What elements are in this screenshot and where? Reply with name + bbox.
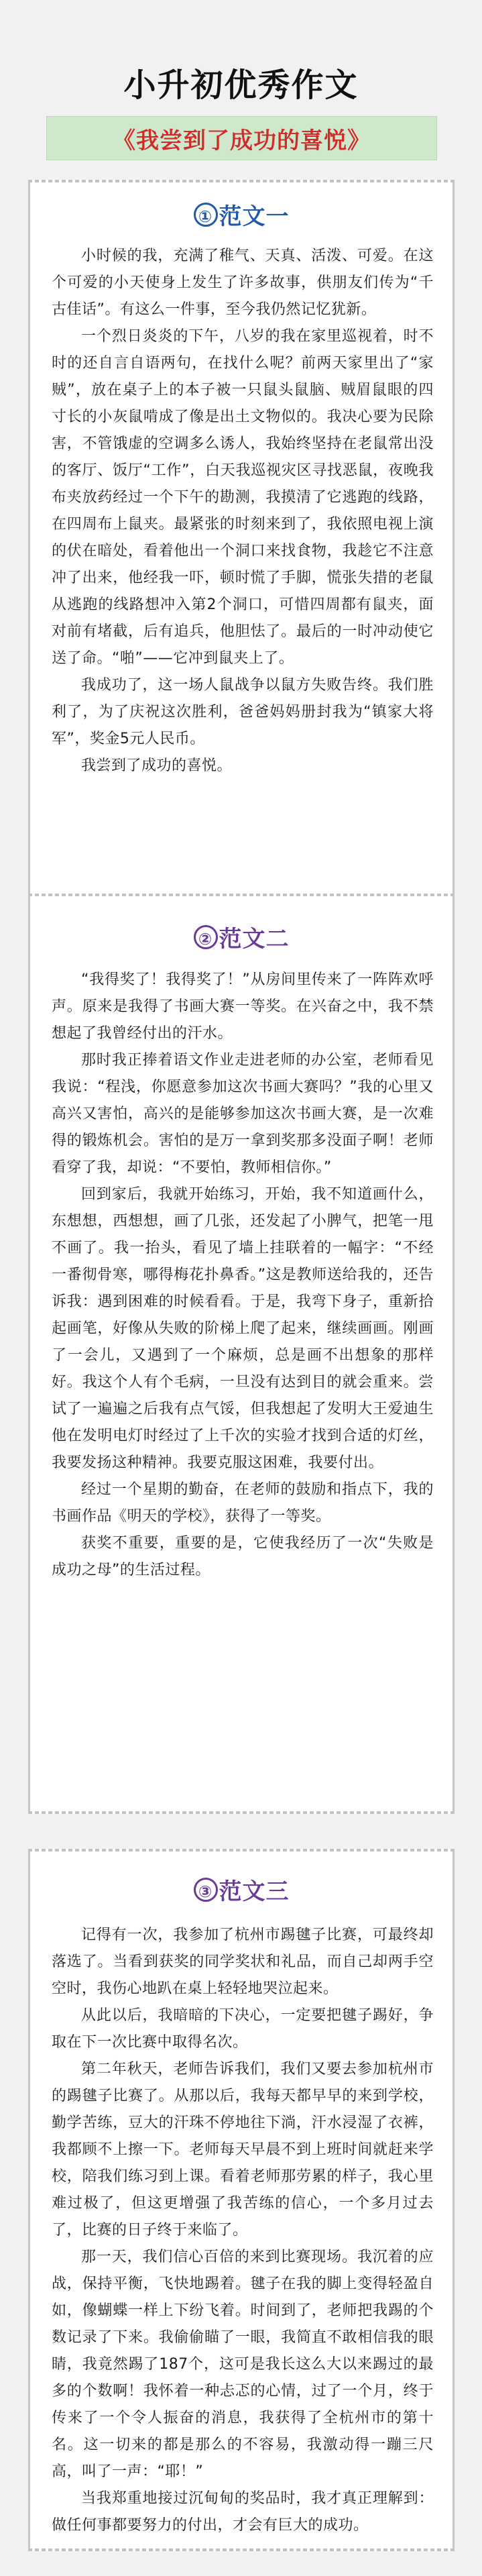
- paragraph: 当我郑重地接过沉甸甸的奖品时，我才真正理解到：做任何事都要努力的付出，才会有巨大的成功。: [52, 2490, 434, 2534]
- paragraph: 回到家后，我就开始练习，开始，我不知道画什么，东想想，西想想，画了几张，还发起了小脾气，把笔一甩不画了。我一抬头，看见了墙上挂联着的一幅字：“不经一番彻骨寒，哪得梅花扑鼻香。”这是教师送给我的，还告诉我：遇到困难的时候看看。于是，我弯下身子，重新拾起画笔，好像从失败的阶梯上爬了起来，继续画画。刚画了一会儿，又遇到了一个麻烦，总是画不出想象的那样好。我这个人有个毛病，一旦没有达到目的就会重来。尝试了一遍遍之后我有点气馁，但我想起了发明大王爱迪生他在发明电灯时经过了上千次的实验才找到合适的灯丝，我要发扬这种精神。我要克服这困难，我要付出。: [52, 1186, 434, 1471]
- essay-body: [30, 967, 453, 1584]
- section-heading-text: 范文三: [219, 1878, 290, 1905]
- paragraph: 我尝到了成功的喜悦。: [81, 757, 233, 774]
- section-number-badge: ②: [194, 925, 218, 949]
- paragraph: 一个烈日炎炎的下午，八岁的我在家里巡视着，时不时的还自言自语两句，在找什么呢？前两天家里出了“家贼”，放在桌子上的本子被一只鼠头鼠脑、贼眉鼠眼的四寸长的小灰鼠啃成了像是出土文物似的。我决心要为民除害，不管饿虚的空调多么诱人，我始终坚持在老鼠常出没的客厅、饭厅“工作”，白天我巡视灾区寻找恶鼠，夜晚我布夹放药经过一个下午的勘测，我摸清了它逃跑的线路，在四周布上鼠夹。最紧张的时刻来到了，我依照电视上演的伏在暗处，看着他出一个洞口来找食物，我趁它不注意冲了出来，他经我一吓，顿时慌了手脚，慌张失措的老鼠从逃跑的线路想冲入第2个洞口，可惜四周都有鼠夹，面对前有堵截，后有追兵，他胆怯了。最后的一时冲动使它送了命。“啪”——它冲到鼠夹上了。: [52, 328, 434, 667]
- paragraph: 第二年秋天，老师告诉我们，我们又要去参加杭州市的踢毽子比赛了。从那以后，我每天都早早的来到学校，勤学苦练，豆大的汗珠不停地往下淌，汗水浸湿了衣裤，我都顾不上擦一下。老师每天早晨不到上班时间就赶来学校，陪我们练习到上课。看着老师那劳累的样子，我心里难过极了，但这更增强了我苦练的信心，一个多月过去了，比赛的日子终于来临了。: [52, 2061, 434, 2239]
- section-number-badge: ③: [194, 1878, 218, 1902]
- paragraph: 那时我正捧着语文作业走进老师的办公室，老师看见我说：“程浅，你愿意参加这次书画大赛吗？”我的心里又高兴又害怕，高兴的是能够参加这次书画大赛，是一次难得的锻炼机会。害怕的是万一拿到奖那多没面子啊！老师看穿了我，却说：“不要怕，教师相信你。”: [52, 1052, 434, 1176]
- page-title: 小升初优秀作文: [123, 66, 359, 104]
- section-heading-text: 范文二: [219, 926, 290, 953]
- essay-card-1: [28, 180, 455, 898]
- section-heading-text: 范文一: [219, 203, 290, 230]
- paragraph: 从此以后，我暗暗的下决心，一定要把毽子踢好，争取在下一次比赛中取得名次。: [52, 2007, 434, 2051]
- essay-body: [30, 1922, 453, 2539]
- paragraph: 我成功了，这一场人鼠战争以鼠方失败告终。我们胜利了，为了庆祝这次胜利，爸爸妈妈册封我为“镇家大将军”，奖金5元人民币。: [52, 677, 434, 747]
- essay-body: [30, 243, 453, 780]
- paragraph: 经过一个星期的勤奋，在老师的鼓励和指点下，我的书画作品《明天的学校》，获得了一等奖。: [52, 1481, 434, 1525]
- paragraph: 那一天，我们信心百倍的来到比赛现场。我沉着的应战，保持平衡，飞快地踢着。毽子在我的脚上变得轻盈自如，像蝴蝶一样上下纷飞着。时间到了，老师把我踢的个数记录了下来。我偷偷瞄了一眼，我简直不敢相信我的眼睛，我竟然踢了187个，这可是我长这么大以来踢过的最多的个数啊！我怀着一种忐忑的心情，过了一个月，终于传来了一个令人振奋的消息，我获得了全杭州市的第十名。这一切来的都是那么的不容易，我激动得一蹦三尺高，叫了一声：“耶！”: [52, 2249, 434, 2480]
- section-heading-2: [30, 920, 453, 953]
- essay-card-3: [28, 1849, 455, 2551]
- section-heading-1: [30, 198, 453, 231]
- section-heading-3: [30, 1873, 453, 1906]
- section-number-badge: ①: [194, 203, 218, 227]
- essay-card-2: [28, 894, 455, 1814]
- paragraph: 小时候的我，充满了稚气、天真、活泼、可爱。在这个可爱的小天使身上发生了许多故事，供朋友们传为“千古佳话”。有这么一件事，至今我仍然记忆犹新。: [52, 248, 434, 318]
- paragraph: 获奖不重要，重要的是，它使我经历了一次“失败是成功之母”的生活过程。: [52, 1535, 434, 1578]
- paragraph: “我得奖了！我得奖了！”从房间里传来了一阵阵欢呼声。原来是我得了书画大赛一等奖。在兴奋之中，我不禁想起了我曾经付出的汗水。: [52, 971, 434, 1042]
- subtitle-text: 《我尝到了成功的喜悦》: [113, 127, 371, 154]
- subtitle-banner: [46, 116, 437, 160]
- paragraph: 记得有一次，我参加了杭州市踢毽子比赛，可最终却落选了。当看到获奖的同学奖状和礼品，而自己却两手空空时，我伤心地趴在桌上轻轻地哭泣起来。: [52, 1927, 434, 1997]
